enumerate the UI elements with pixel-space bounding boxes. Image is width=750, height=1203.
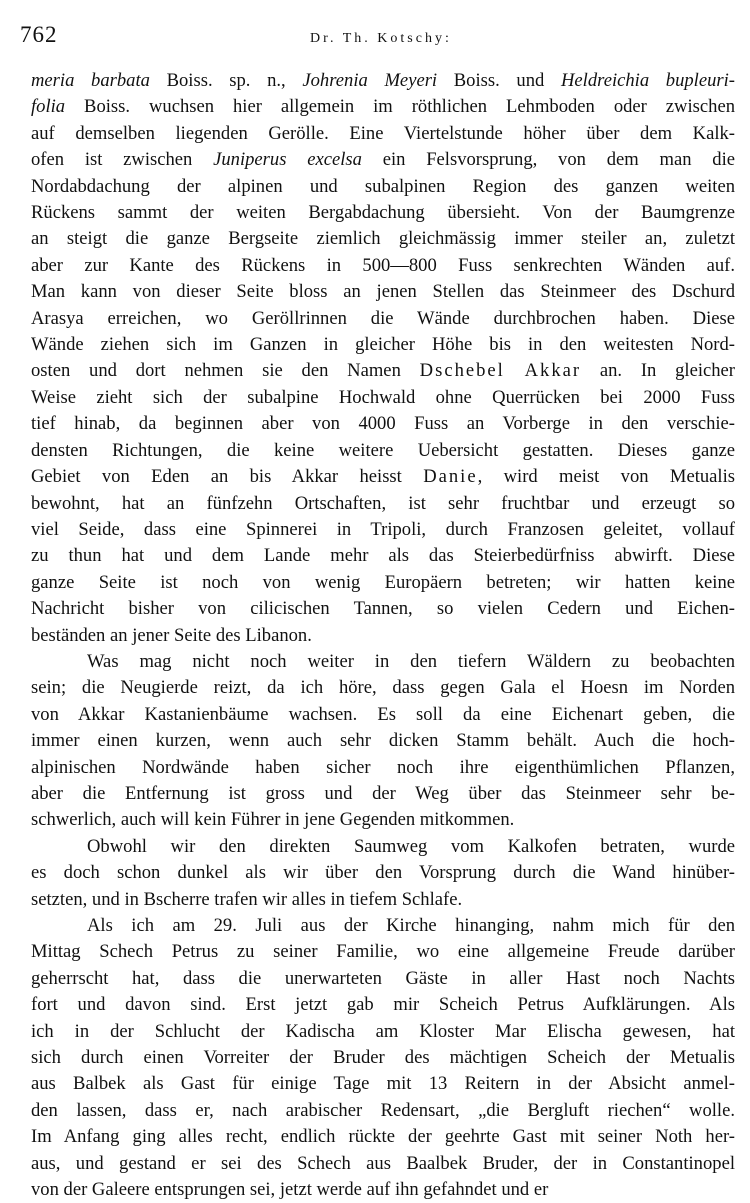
paragraph <box>31 834 735 913</box>
text-run: es doch schon dunkel als wir über den Vorsprung durch die Wand hinüber- <box>31 862 735 884</box>
text-line <box>31 887 735 913</box>
running-head: Dr. Th. Kotschy: <box>310 31 452 46</box>
text-line <box>31 411 735 437</box>
text-run: Arasya erreichen, wo Geröllrinnen die Wände durchbrochen haben. Diese <box>31 307 735 329</box>
text-run: sich durch einen Vorreiter der Bruder des mächtigen Scheich der Metualis <box>31 1047 735 1069</box>
text-line <box>31 570 735 596</box>
text-run: Wände ziehen sich im Ganzen in gleicher Höhe bis in den weitesten Nord- <box>31 334 735 356</box>
italic-text: meria barbata <box>31 70 150 91</box>
text-line <box>31 1019 735 1045</box>
text-line <box>31 939 735 965</box>
page-header <box>0 14 750 54</box>
text-run: ganze Seite ist noch von wenig Europäern betreten; wir hatten keine <box>31 571 735 593</box>
text-run: Boiss. sp. n., <box>149 70 303 91</box>
text-run: Als ich am 29. Juli aus der Kirche hinanging, nahm mich für den <box>87 915 735 936</box>
text-run: aus, und gestand er sei des Schech aus Baalbek Bruder, der in Constantinopel <box>31 1152 735 1174</box>
text-line <box>31 1071 735 1097</box>
paragraph <box>31 68 735 649</box>
text-line <box>31 992 735 1018</box>
text-run: schwerlich, auch will kein Führer in jene Gegenden mitkommen. <box>31 809 515 831</box>
text-run: viel Seide, dass eine Spinnerei in Tripoli, durch Franzosen geleitet, vollauf <box>31 518 735 540</box>
text-run: an. In gleicher <box>581 360 735 382</box>
text-line <box>31 306 735 332</box>
text-run: Mittag Schech Petrus zu seiner Familie, wo eine allgemeine Freude darüber <box>31 941 735 963</box>
text-line <box>31 781 735 807</box>
text-run: von Akkar Kastanienbäume wachsen. Es soll da eine Eichenart geben, die <box>31 703 735 725</box>
text-line <box>31 68 735 94</box>
text-run: Boiss. wuchsen hier allgemein im röthlichen Lehmboden oder zwischen <box>65 96 735 118</box>
text-run: osten und dort nehmen sie den Namen <box>31 360 420 382</box>
text-line <box>31 807 735 833</box>
text-run: ofen ist zwischen <box>31 149 214 171</box>
text-run: auf demselben liegenden Gerölle. Eine Viertelstunde höher über dem Kalk- <box>31 122 735 144</box>
text-line <box>31 358 735 384</box>
text-line <box>31 649 735 675</box>
text-run: von der Galeere entsprungen sei, jetzt werde auf ihn gefahndet und er <box>31 1179 549 1201</box>
text-line <box>31 913 735 939</box>
text-run: bewohnt, hat an fünfzehn Ortschaften, ist sehr fruchtbar und erzeugt so <box>31 492 735 514</box>
text-run: fort und davon sind. Erst jetzt gab mir Scheich Petrus Aufklärungen. Als <box>31 994 735 1016</box>
italic-text: folia <box>31 96 66 118</box>
text-line <box>31 279 735 305</box>
text-line <box>31 966 735 992</box>
text-line <box>31 226 735 252</box>
text-line <box>31 596 735 622</box>
text-run: den lassen, dass er, nach arabischer Redensart, „die Bergluft riechen“ wolle. <box>31 1099 735 1121</box>
text-run: Nachricht bisher von cilicischen Tannen, so vielen Cedern und Eichen- <box>31 598 735 620</box>
spaced-text: Dschebel Akkar <box>419 360 582 382</box>
text-run: aus Balbek als Gast für einige Tage mit 13 Reitern in der Absicht anmel- <box>31 1073 735 1095</box>
text-line <box>31 200 735 226</box>
text-run: Boiss. und <box>437 70 561 91</box>
text-line <box>31 834 735 860</box>
text-run: aber zur Kante des Rückens in 500—800 Fuss senkrechten Wänden auf. <box>31 254 735 276</box>
text-run: ein Felsvorsprung, von dem man die <box>361 149 735 171</box>
text-run: geherrscht hat, dass die unerwarteten Gäste in aller Hast noch Nachts <box>31 967 735 989</box>
text-run: Obwohl wir den direkten Saumweg vom Kalkofen betraten, wurde <box>87 835 735 857</box>
italic-text: Juniperus excelsa <box>213 149 362 171</box>
text-line <box>31 174 735 200</box>
text-run: ich in der Schlucht der Kadischa am Kloster Mar Elischa gewesen, hat <box>31 1020 735 1042</box>
text-run: densten Richtungen, die keine weitere Uebersicht gestatten. Dieses ganze <box>31 439 735 461</box>
text-run: sein; die Neugierde reizt, da ich höre, dass gegen Gala el Hoesn im Norden <box>31 677 735 699</box>
text-line <box>31 860 735 886</box>
text-line <box>31 253 735 279</box>
text-run: Was mag nicht noch weiter in den tiefern Wäldern zu beobachten <box>87 650 735 672</box>
paragraph <box>31 913 735 1203</box>
text-run: Rückens sammt der weiten Bergabdachung übersieht. Von der Baumgrenze <box>31 202 735 224</box>
text-line <box>31 1151 735 1177</box>
text-line <box>31 147 735 173</box>
text-line <box>31 623 735 649</box>
italic-text: Heldreichia bupleuri- <box>561 70 735 91</box>
text-run: zu thun hat und dem Lande mehr als das Steierbedürfniss abwirft. Diese <box>31 545 735 567</box>
text-line <box>31 385 735 411</box>
text-line <box>31 94 735 120</box>
text-line <box>31 332 735 358</box>
text-line <box>31 1098 735 1124</box>
text-line <box>31 438 735 464</box>
text-run: aber die Entfernung ist gross und der Weg über das Steinmeer sehr be- <box>31 782 735 804</box>
text-run: setzten, und in Bscherre trafen wir alles in tiefem Schlafe. <box>31 888 463 910</box>
text-line <box>31 464 735 490</box>
text-line <box>31 1045 735 1071</box>
text-run: , wird meist von Metualis <box>477 466 735 488</box>
text-run: tief hinab, da beginnen aber von 4000 Fuss an Vorberge in den verschie- <box>31 413 735 435</box>
text-run: Gebiet von Eden an bis Akkar heisst <box>31 466 424 488</box>
text-run: Weise zieht sich der subalpine Hochwald ohne Querrücken bei 2000 Fuss <box>31 386 735 408</box>
text-line <box>31 702 735 728</box>
text-line <box>31 543 735 569</box>
text-run: immer einen kurzen, wenn auch sehr dicken Stamm behält. Auch die hoch- <box>31 730 735 752</box>
text-run: beständen an jener Seite des Libanon. <box>31 624 312 646</box>
text-line <box>31 121 735 147</box>
text-line <box>31 1124 735 1150</box>
page-number: 762 <box>20 22 58 47</box>
text-line <box>31 491 735 517</box>
text-line <box>31 517 735 543</box>
text-line <box>31 1177 735 1203</box>
text-line <box>31 728 735 754</box>
spaced-text: Danie <box>423 466 478 488</box>
italic-text: Johrenia Meyeri <box>302 70 438 91</box>
paragraph <box>31 649 735 834</box>
text-run: Nordabdachung der alpinen und subalpinen Region des ganzen weiten <box>31 175 735 197</box>
body-text <box>31 68 735 1203</box>
text-run: an steigt die ganze Bergseite ziemlich gleichmässig immer steiler an, zuletzt <box>31 228 735 250</box>
text-run: Im Anfang ging alles recht, endlich rückte der geehrte Gast mit seiner Noth her- <box>31 1126 735 1148</box>
text-line <box>31 755 735 781</box>
text-line <box>31 675 735 701</box>
text-run: alpinischen Nordwände haben sicher noch ihre eigenthümlichen Pflanzen, <box>31 756 735 778</box>
text-run: Man kann von dieser Seite bloss an jenen Stellen das Steinmeer des Dschurd <box>31 281 735 303</box>
